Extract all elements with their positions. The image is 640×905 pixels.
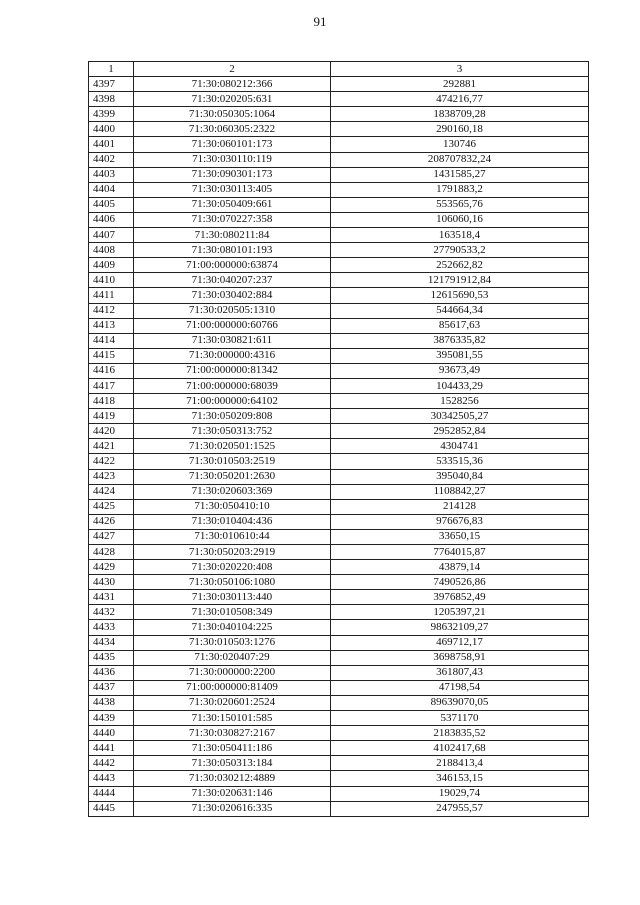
value-cell: 2183835,52	[331, 726, 589, 741]
value-cell: 19029,74	[331, 786, 589, 801]
value-cell: 89639070,05	[331, 695, 589, 710]
table-row	[89, 409, 589, 424]
value-cell: 3976852,49	[331, 590, 589, 605]
row-number-cell: 4440	[89, 726, 134, 741]
table-row	[89, 469, 589, 484]
row-number-cell: 4421	[89, 439, 134, 454]
table-row	[89, 273, 589, 288]
value-cell: 544664,34	[331, 303, 589, 318]
value-cell: 1431585,27	[331, 167, 589, 182]
value-cell: 395040,84	[331, 469, 589, 484]
row-number-cell: 4425	[89, 499, 134, 514]
value-cell: 3876335,82	[331, 333, 589, 348]
table-row	[89, 499, 589, 514]
cadastral-number-cell: 71:00:000000:81342	[134, 363, 331, 378]
row-number-cell: 4431	[89, 590, 134, 605]
table-row	[89, 771, 589, 786]
value-cell: 30342505,27	[331, 409, 589, 424]
cadastral-number-cell: 71:30:020407:29	[134, 650, 331, 665]
row-number-cell: 4410	[89, 273, 134, 288]
cadastral-number-cell: 71:30:050106:1080	[134, 575, 331, 590]
table-row	[89, 695, 589, 710]
table-body	[89, 77, 589, 817]
table-row	[89, 439, 589, 454]
value-cell: 27790533,2	[331, 243, 589, 258]
value-cell: 395081,55	[331, 348, 589, 363]
cadastral-number-cell: 71:30:030113:405	[134, 182, 331, 197]
value-cell: 12615690,53	[331, 288, 589, 303]
value-cell: 252662,82	[331, 258, 589, 273]
value-cell: 553565,76	[331, 197, 589, 212]
value-cell: 1528256	[331, 394, 589, 409]
table-row	[89, 258, 589, 273]
table-row	[89, 394, 589, 409]
value-cell: 469712,17	[331, 635, 589, 650]
column-header-1: 1	[89, 62, 134, 77]
column-header-2: 2	[134, 62, 331, 77]
cadastral-number-cell: 71:30:020616:335	[134, 801, 331, 816]
page-number: 91	[313, 14, 327, 29]
cadastral-number-cell: 71:30:020601:2524	[134, 695, 331, 710]
value-cell: 292881	[331, 77, 589, 92]
value-cell: 43879,14	[331, 560, 589, 575]
value-cell: 47198,54	[331, 680, 589, 695]
row-number-cell: 4441	[89, 741, 134, 756]
row-number-cell: 4397	[89, 77, 134, 92]
cadastral-number-cell: 71:30:010503:1276	[134, 635, 331, 650]
cadastral-number-cell: 71:30:030110:119	[134, 152, 331, 167]
row-number-cell: 4439	[89, 711, 134, 726]
value-cell: 93673,49	[331, 363, 589, 378]
table-row	[89, 575, 589, 590]
table-row	[89, 182, 589, 197]
table-row	[89, 454, 589, 469]
table-row	[89, 786, 589, 801]
cadastral-number-cell: 71:30:030113:440	[134, 590, 331, 605]
cadastral-number-cell: 71:30:050201:2630	[134, 469, 331, 484]
cadastral-number-cell: 71:30:020603:369	[134, 484, 331, 499]
cadastral-number-cell: 71:30:050409:661	[134, 197, 331, 212]
row-number-cell: 4445	[89, 801, 134, 816]
table-row	[89, 665, 589, 680]
table-row	[89, 122, 589, 137]
cadastral-number-cell: 71:30:050313:184	[134, 756, 331, 771]
row-number-cell: 4443	[89, 771, 134, 786]
row-number-cell: 4430	[89, 575, 134, 590]
row-number-cell: 4406	[89, 212, 134, 227]
table-row	[89, 635, 589, 650]
value-cell: 104433,29	[331, 378, 589, 393]
value-cell: 214128	[331, 499, 589, 514]
cadastral-number-cell: 71:30:080211:84	[134, 228, 331, 243]
cadastral-number-cell: 71:30:030827:2167	[134, 726, 331, 741]
cadastral-number-cell: 71:30:010508:349	[134, 605, 331, 620]
row-number-cell: 4444	[89, 786, 134, 801]
cadastral-number-cell: 71:30:050305:1064	[134, 107, 331, 122]
row-number-cell: 4434	[89, 635, 134, 650]
row-number-cell: 4418	[89, 394, 134, 409]
cadastral-number-cell: 71:30:030821:611	[134, 333, 331, 348]
cadastral-number-cell: 71:30:030212:4889	[134, 771, 331, 786]
table-row	[89, 137, 589, 152]
row-number-cell: 4424	[89, 484, 134, 499]
table-row	[89, 801, 589, 816]
row-number-cell: 4429	[89, 560, 134, 575]
table-row	[89, 650, 589, 665]
row-number-cell: 4432	[89, 605, 134, 620]
value-cell: 346153,15	[331, 771, 589, 786]
value-cell: 976676,83	[331, 514, 589, 529]
cadastral-number-cell: 71:30:050203:2919	[134, 545, 331, 560]
row-number-cell: 4415	[89, 348, 134, 363]
table-row	[89, 167, 589, 182]
table-row	[89, 620, 589, 635]
table-row	[89, 741, 589, 756]
cadastral-number-cell: 71:30:080212:366	[134, 77, 331, 92]
table-row	[89, 680, 589, 695]
cadastral-number-cell: 71:00:000000:64102	[134, 394, 331, 409]
row-number-cell: 4426	[89, 514, 134, 529]
row-number-cell: 4427	[89, 529, 134, 544]
value-cell: 85617,63	[331, 318, 589, 333]
table-row	[89, 424, 589, 439]
row-number-cell: 4407	[89, 228, 134, 243]
table-row	[89, 545, 589, 560]
row-number-cell: 4422	[89, 454, 134, 469]
row-number-cell: 4404	[89, 182, 134, 197]
table-row	[89, 514, 589, 529]
cadastral-number-cell: 71:30:020220:408	[134, 560, 331, 575]
table-row	[89, 288, 589, 303]
row-number-cell: 4417	[89, 378, 134, 393]
value-cell: 5371170	[331, 711, 589, 726]
row-number-cell: 4413	[89, 318, 134, 333]
cadastral-number-cell: 71:30:150101:585	[134, 711, 331, 726]
value-cell: 3698758,91	[331, 650, 589, 665]
table-row	[89, 726, 589, 741]
table-row	[89, 363, 589, 378]
cadastral-number-cell: 71:30:040104:225	[134, 620, 331, 635]
value-cell: 4102417,68	[331, 741, 589, 756]
row-number-cell: 4428	[89, 545, 134, 560]
value-cell: 130746	[331, 137, 589, 152]
row-number-cell: 4435	[89, 650, 134, 665]
cadastral-number-cell: 71:30:060305:2322	[134, 122, 331, 137]
cadastral-number-cell: 71:30:050313:752	[134, 424, 331, 439]
cadastral-number-cell: 71:30:060101:173	[134, 137, 331, 152]
cadastral-number-cell: 71:00:000000:68039	[134, 378, 331, 393]
value-cell: 98632109,27	[331, 620, 589, 635]
value-cell: 7764015,87	[331, 545, 589, 560]
row-number-cell: 4416	[89, 363, 134, 378]
cadastral-number-cell: 71:30:050209:808	[134, 409, 331, 424]
row-number-cell: 4398	[89, 92, 134, 107]
row-number-cell: 4419	[89, 409, 134, 424]
row-number-cell: 4420	[89, 424, 134, 439]
row-number-cell: 4403	[89, 167, 134, 182]
table-row	[89, 560, 589, 575]
value-cell: 247955,57	[331, 801, 589, 816]
value-cell: 7490526,86	[331, 575, 589, 590]
value-cell: 33650,15	[331, 529, 589, 544]
row-number-cell: 4412	[89, 303, 134, 318]
table-row	[89, 212, 589, 227]
cadastral-number-cell: 71:00:000000:63874	[134, 258, 331, 273]
table-row	[89, 197, 589, 212]
cadastral-number-cell: 71:00:000000:60766	[134, 318, 331, 333]
row-number-cell: 4436	[89, 665, 134, 680]
row-number-cell: 4442	[89, 756, 134, 771]
value-cell: 4304741	[331, 439, 589, 454]
table-row	[89, 318, 589, 333]
table-row	[89, 484, 589, 499]
row-number-cell: 4402	[89, 152, 134, 167]
cadastral-number-cell: 71:30:020505:1310	[134, 303, 331, 318]
value-cell: 2952852,84	[331, 424, 589, 439]
row-number-cell: 4400	[89, 122, 134, 137]
cadastral-number-cell: 71:30:010610:44	[134, 529, 331, 544]
value-cell: 1205397,21	[331, 605, 589, 620]
header-row	[89, 62, 589, 77]
table-row	[89, 77, 589, 92]
cadastral-number-cell: 71:30:030402:884	[134, 288, 331, 303]
value-cell: 208707832,24	[331, 152, 589, 167]
table-row	[89, 243, 589, 258]
cadastral-number-cell: 71:30:020501:1525	[134, 439, 331, 454]
cadastral-number-cell: 71:30:090301:173	[134, 167, 331, 182]
value-cell: 121791912,84	[331, 273, 589, 288]
value-cell: 1108842,27	[331, 484, 589, 499]
cadastral-number-cell: 71:30:020631:146	[134, 786, 331, 801]
row-number-cell: 4433	[89, 620, 134, 635]
value-cell: 1838709,28	[331, 107, 589, 122]
row-number-cell: 4411	[89, 288, 134, 303]
cadastral-number-cell: 71:30:010404:436	[134, 514, 331, 529]
value-cell: 533515,36	[331, 454, 589, 469]
data-table	[88, 61, 589, 817]
value-cell: 1791883,2	[331, 182, 589, 197]
row-number-cell: 4423	[89, 469, 134, 484]
cadastral-number-cell: 71:30:020205:631	[134, 92, 331, 107]
cadastral-number-cell: 71:30:050410:10	[134, 499, 331, 514]
table-row	[89, 107, 589, 122]
table-row	[89, 756, 589, 771]
row-number-cell: 4399	[89, 107, 134, 122]
value-cell: 106060,16	[331, 212, 589, 227]
table-row	[89, 348, 589, 363]
table-row	[89, 605, 589, 620]
cadastral-number-cell: 71:00:000000:81409	[134, 680, 331, 695]
table-row	[89, 152, 589, 167]
row-number-cell: 4408	[89, 243, 134, 258]
row-number-cell: 4409	[89, 258, 134, 273]
table-row	[89, 92, 589, 107]
cadastral-number-cell: 71:30:040207:237	[134, 273, 331, 288]
table-row	[89, 378, 589, 393]
table-row	[89, 529, 589, 544]
row-number-cell: 4401	[89, 137, 134, 152]
row-number-cell: 4405	[89, 197, 134, 212]
value-cell: 474216,77	[331, 92, 589, 107]
row-number-cell: 4438	[89, 695, 134, 710]
value-cell: 163518,4	[331, 228, 589, 243]
row-number-cell: 4437	[89, 680, 134, 695]
cadastral-number-cell: 71:30:000000:4316	[134, 348, 331, 363]
row-number-cell: 4414	[89, 333, 134, 348]
cadastral-number-cell: 71:30:070227:358	[134, 212, 331, 227]
value-cell: 2188413,4	[331, 756, 589, 771]
value-cell: 361807,43	[331, 665, 589, 680]
table-row	[89, 711, 589, 726]
table-header	[89, 62, 589, 77]
column-header-3: 3	[331, 62, 589, 77]
cadastral-number-cell: 71:30:000000:2200	[134, 665, 331, 680]
table-row	[89, 590, 589, 605]
table-row	[89, 333, 589, 348]
cadastral-number-cell: 71:30:050411:186	[134, 741, 331, 756]
cadastral-number-cell: 71:30:010503:2519	[134, 454, 331, 469]
cadastral-number-cell: 71:30:080101:193	[134, 243, 331, 258]
value-cell: 290160,18	[331, 122, 589, 137]
table-row	[89, 303, 589, 318]
table-row	[89, 228, 589, 243]
